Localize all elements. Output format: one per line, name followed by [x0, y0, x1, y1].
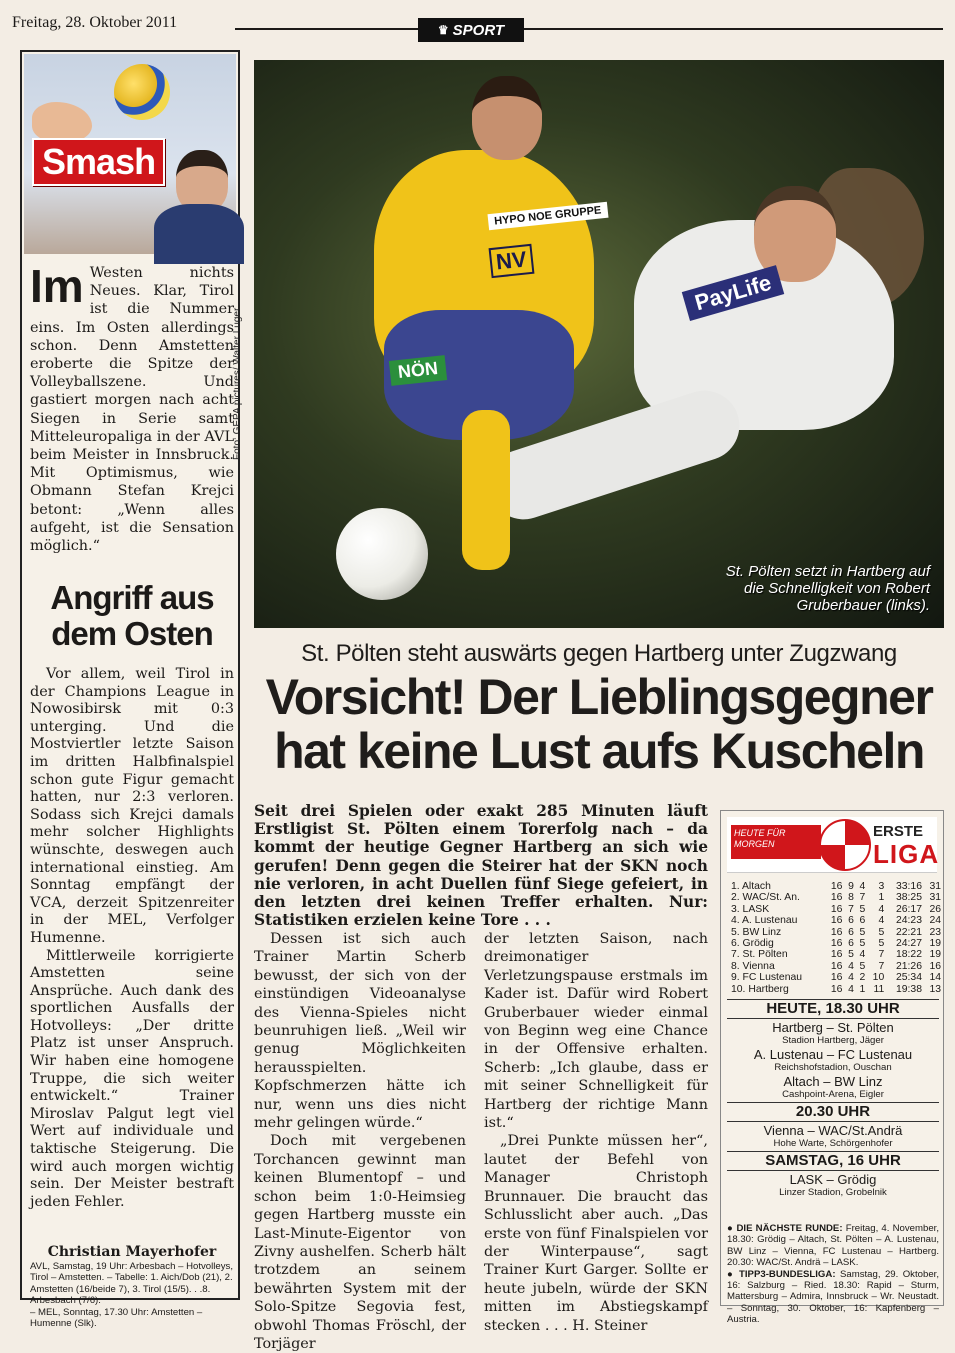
next-round: ● DIE NÄCHSTE RUNDE: Freitag, 4. November, 18.30: Grödig – Altach, St. Pölten – A. Lustenau, BW Linz – Vienna, FC Lustenau – Hartberg. 20.30: WAC/St. Andrä – LASK.: [727, 1223, 939, 1269]
column-author: Christian Mayerhofer: [47, 1244, 217, 1260]
article-paragraph: „Drei Punkte müssen her“, lautet der Befehl von Manager Christoph Brunnauer. Die braucht das Schlusslicht aber auch. „Das erste von fünf Finalspielen vor der Winterpause“, sagt Trainer Kurt Garger. Sollte er heute jubeln, würde der SKN mitten im Abstiegskampf stecken . . . H. Steiner: [484, 1133, 708, 1334]
standings-cell: 16: [929, 960, 941, 972]
standings-cell: 7: [848, 903, 854, 915]
standings-cell: 16: [830, 972, 843, 984]
standings-cell: 21:26: [895, 960, 922, 972]
header-rule: [235, 28, 943, 30]
standings-cell: 10: [872, 972, 885, 984]
standings-cell: 4: [859, 949, 866, 961]
section-tag: [418, 18, 524, 42]
result-line: AVL, Samstag, 19 Uhr: Arbesbach – Hotvolleys, Tirol – Amstetten. – Tabelle: 1. Aich/Dob (21), 2. Amstetten (16/beide 7), 3. Tirol (15/5). . .8. Arbesbach (7/6).: [30, 1261, 233, 1307]
standings-row: [731, 961, 941, 972]
standings-cell: 26:17: [895, 903, 922, 915]
fixture-venue: Reichshofstadion, Ouschan: [774, 1062, 892, 1073]
league-brand-2: LIGA: [873, 839, 940, 869]
standings-cell: 7: [859, 892, 866, 904]
standings-cell: 33:16: [895, 881, 922, 892]
team-name: 4. A. Lustenau: [731, 915, 798, 927]
intro-text: Westen nichts Neues. Klar, Tirol ist die Nummer eins. Im Osten allerdings schon. Denn Amstetten eroberte die Spitze der Volleyballszene. Und gastiert morgen nach acht Siegen in Serie samt Mitteleuropaliga in der AVL beim Meister in Innsbruck. Mit Optimismus, wie Obmann Stefan Krejci betont: „Wenn alles aufgeht, ist die Sensation möglich.“: [30, 265, 234, 555]
jersey-sponsor: HYPO NOE GRUPPE: [487, 202, 608, 230]
standings-cell: 6: [848, 915, 854, 927]
team-name: 6. Grödig: [731, 938, 774, 950]
team-name: 10. Hartberg: [731, 983, 789, 995]
schedule-heading: SAMSTAG, 16 UHR: [727, 1151, 939, 1171]
standings-cell: 24:27: [895, 938, 922, 950]
standings-cell: 9: [848, 881, 854, 892]
volleyball-icon: [114, 64, 170, 120]
standings-table: [731, 881, 941, 995]
standings-cell: 5: [848, 949, 854, 961]
team-name: 5. BW Linz: [731, 926, 782, 938]
standings-cell: 5: [859, 926, 866, 938]
column-paragraph: Vor allem, weil Tirol in der Champions League in Nowosibirsk mit 0:3 unterging. Und die Mostviertler letzte Saison im dritten Halbfinalspiel schon gute Figur gemacht hatten, nur 2:3 verloren. Sodass sich Krejci damals mehr solcher Highlights wünschte, deswegen auch international einstieg. Am Sonntag empfängt der VCA, derzeit Spitzenreiter in der MEL, Verfolger Humenne.: [30, 666, 234, 946]
tipp3-text: Samstag, 29. Oktober, 16: Salzburg – Ried. 18.30: Rapid – Sturm, Mattersburg – Admira, Innsbruck – Wr. Neustadt. – Sonntag, 30. Oktober, 16: Kapfenberg – Austria.: [727, 1268, 939, 1326]
article-headline: [254, 670, 944, 778]
standings-cell: 2: [859, 972, 866, 984]
shorts-sponsor: NÖN: [389, 355, 447, 386]
standings-cell: 7: [878, 949, 885, 961]
standings-cell: 7: [878, 960, 885, 972]
column-headline: Angriff aus dem Osten: [50, 579, 214, 652]
team-name: 8. Vienna: [731, 960, 775, 972]
next-round-text: Freitag, 4. November, 18.30: Grödig – Altach, St. Pölten – A. Lustenau, BW Linz – Vienna, FC Lustenau – Hartberg. 20.30: WAC/St. Andrä – LASK.: [727, 1223, 939, 1269]
standings-cell: 5: [859, 960, 866, 972]
standings-cell: 24:23: [895, 915, 922, 927]
article-column-2: [484, 930, 708, 1335]
standings-row: [731, 915, 941, 926]
result-line: – MEL, Sonntag, 17.30 Uhr: Amstetten – Humenne (Slk).: [30, 1306, 203, 1330]
article-lead: Seit drei Spielen oder exakt 285 Minuten läuft Erstligist St. Pölten einem Torerfolg nach – da kommt der heutige Gegner Hartberg an sich wie gerufen! Denn gegen die Steirer hat der SKN noch nie verloren, in acht Duellen fünf Siege gefeiert, in den letzten drei keinen Treffer erhalten. Nur: Statistiken erzielen keine Tore . . .: [254, 802, 708, 930]
volleyball-image: [24, 54, 236, 254]
standings-cell: 16: [830, 903, 843, 915]
standings-cell: 18:22: [895, 949, 922, 961]
photo-credit: Foto: GEPA pictures/ Walter Luger: [232, 307, 243, 460]
fixture-venue: Cashpoint-Arena, Eigler: [782, 1089, 884, 1100]
jersey-logo: NV: [489, 244, 534, 278]
standings-cell: 25:34: [895, 972, 922, 984]
standings-cell: 19:38: [895, 983, 922, 995]
tipp3-round: ● TIPP3-BUNDESLIGA: Samstag, 29. Oktober, 16: Salzburg – Ried. 18.30: Rapid – Sturm, Mattersburg – Admira, Innsbruck – Wr. Neustadt. – Sonntag, 30. Oktober, 16: Kapfenberg – Austria.: [727, 1268, 939, 1326]
team-name: 3. LASK: [731, 903, 770, 915]
standings-row: [731, 892, 941, 903]
next-round-label: DIE NÄCHSTE RUNDE:: [736, 1223, 843, 1234]
standings-row: [731, 904, 941, 915]
fixture-venue: Linzer Stadion, Grobelnik: [779, 1187, 887, 1198]
standings-cell: 6: [859, 915, 866, 927]
standings-row: [731, 984, 941, 995]
standings-cell: 5: [878, 938, 885, 950]
fixture-venue: Hohe Warte, Schörgenhofer: [773, 1138, 893, 1149]
standings-cell: 16: [830, 983, 843, 995]
fixture: Altach – BW Linz: [783, 1074, 883, 1089]
standings-cell: 24: [929, 915, 941, 927]
standings-cell: 3: [878, 881, 885, 892]
column-paragraph: Mittlerweile korrigierte Amstetten seine Ansprüche. Auch dank des sportlichen Ausfalls der Hotvolleys: „Der dritte Platz ist unser Anspruch. Wir haben eine homogene Truppe, die sich weiter entwickelt.“ Trainer Miroslav Palgut legt viel Wert auf individuale und taktische Steigerung. Die wird auch morgen wichtig sein. Der Meister bestraft jeden Fehler.: [30, 947, 234, 1210]
schedule: [727, 997, 939, 1200]
standings-cell: 11: [873, 983, 885, 995]
standings-cell: 38:25: [895, 892, 922, 904]
standings-cell: 16: [830, 949, 843, 961]
match-photo: [254, 60, 944, 628]
crown-icon: ♛: [437, 23, 449, 37]
standings-cell: 26: [929, 903, 941, 915]
yellow-player-head: [472, 76, 542, 160]
league-banner: [727, 817, 940, 873]
standings-cell: 5: [859, 938, 866, 950]
team-name: 1. Altach: [731, 881, 771, 892]
standings-cell: 16: [830, 881, 843, 892]
standings-cell: 4: [848, 960, 854, 972]
photo-caption: St. Pölten setzt in Hartberg auf die Schnelligkeit von Robert Gruberbauer (links).: [725, 563, 930, 614]
next-rounds: [727, 1223, 939, 1326]
banner-tag: HEUTE FÜR MORGEN: [731, 825, 821, 859]
standings-cell: 8: [848, 892, 854, 904]
standings-cell: 16: [830, 960, 843, 972]
standings-cell: 4: [848, 972, 854, 984]
standings-cell: 1: [859, 983, 866, 995]
article-paragraph: Dessen ist sich auch Trainer Martin Scherb bewusst, der sich von der einstündigen Videoanalyse des Vienna-Spieles nicht beunruhigen ließ. „Weil wir genug Möglichkeiten herausspielten. Kopfschmerzen hätte ich nur, wenn uns dies nicht mehr gelingen würde.“: [254, 931, 466, 1132]
article-paragraph: Doch mit vergebenen Torchancen gewinnt man keinen Blumentopf – und schon beim 1:0-Heimsieg gegen Hartberg musste ein Last-Minute-Eigentor von Zivny aushelfen. Scherb hält trotzdem an seinem bewährten System mit der Solo-Spitze Segovia fest, obwohl Thomas Fröschl, der Torjäger: [254, 1133, 466, 1352]
standings-cell: 14: [929, 972, 941, 984]
fixture: A. Lustenau – FC Lustenau: [753, 1047, 913, 1062]
standings-row: [731, 938, 941, 949]
standings-row: [731, 972, 941, 983]
standings-cell: 4: [859, 881, 866, 892]
fixture: LASK – Grödig: [789, 1172, 877, 1187]
tipp3-label: TIPP3-BUNDESLIGA:: [739, 1268, 836, 1280]
issue-date: Freitag, 28. Oktober 2011: [12, 14, 178, 31]
section-label: SPORT: [452, 21, 505, 39]
standings-cell: 6: [848, 938, 854, 950]
team-name: 7. St. Pölten: [731, 949, 788, 961]
author-portrait-shirt: [154, 204, 244, 264]
standings-cell: 19: [929, 938, 941, 950]
standings-cell: 4: [878, 915, 885, 927]
article-column-1: [254, 930, 466, 1353]
dropcap: Im: [30, 260, 84, 312]
standings-cell: 16: [830, 892, 843, 904]
standings-cell: 4: [848, 983, 854, 995]
schedule-heading: 20.30 UHR: [727, 1102, 939, 1122]
league-brand-1: ERSTE: [873, 823, 924, 840]
standings-cell: 16: [830, 926, 843, 938]
standings-cell: 22:21: [895, 926, 922, 938]
football-icon: [336, 508, 428, 600]
article-kicker: St. Pölten steht auswärts gegen Hartberg unter Zugzwang: [301, 640, 897, 667]
league-box: [720, 810, 944, 1326]
fixture-venue: Stadion Hartberg, Jäger: [782, 1035, 884, 1046]
league-ball-icon: [819, 819, 871, 871]
standings-row: [731, 881, 941, 892]
headline-line: hat keine Lust aufs Kuscheln: [274, 723, 924, 779]
standings-cell: 16: [830, 938, 843, 950]
standings-cell: 23: [929, 926, 941, 938]
standings-cell: 16: [830, 915, 843, 927]
standings-cell: 6: [848, 926, 854, 938]
smash-column: [20, 50, 240, 1330]
standings-cell: 5: [878, 926, 885, 938]
column-logo: Smash: [32, 138, 165, 186]
team-name: 2. WAC/St. An.: [731, 892, 800, 904]
team-name: 9. FC Lustenau: [731, 972, 803, 984]
schedule-heading: HEUTE, 18.30 UHR: [727, 999, 939, 1019]
standings-cell: 13: [929, 983, 941, 995]
author-portrait: [176, 150, 228, 212]
standings-row: [731, 927, 941, 938]
standings-row: [731, 949, 941, 960]
hand-illustration: [32, 102, 92, 142]
fixture: Vienna – WAC/St.Andrä: [763, 1123, 903, 1138]
jersey-sponsor-white: PayLife: [682, 265, 785, 321]
standings-cell: 4: [878, 903, 885, 915]
standings-cell: 5: [859, 903, 866, 915]
standings-cell: 31: [929, 892, 941, 904]
yellow-player-leg: [462, 410, 510, 570]
headline-line: Vorsicht! Der Lieblingsgegner: [265, 669, 933, 725]
standings-cell: 19: [929, 949, 941, 961]
column-intro: [30, 260, 234, 555]
standings-cell: 1: [878, 892, 885, 904]
column-body: [30, 666, 234, 1211]
fixture: Hartberg – St. Pölten: [772, 1020, 894, 1035]
standings-cell: 31: [929, 881, 941, 892]
article-paragraph: der letzten Saison, nach dreimonatiger Verletzungspause erstmals im Kader ist. Dafür wird Robert Gruberbauer wieder einmal von Beginn weg eine Chance in der Offensive erhalten. Scherb: „Ich glaube, dass er mit seiner Schnelligkeit für Hartberg der richtige Mann ist.“: [484, 931, 708, 1132]
volley-results: [30, 1261, 234, 1329]
